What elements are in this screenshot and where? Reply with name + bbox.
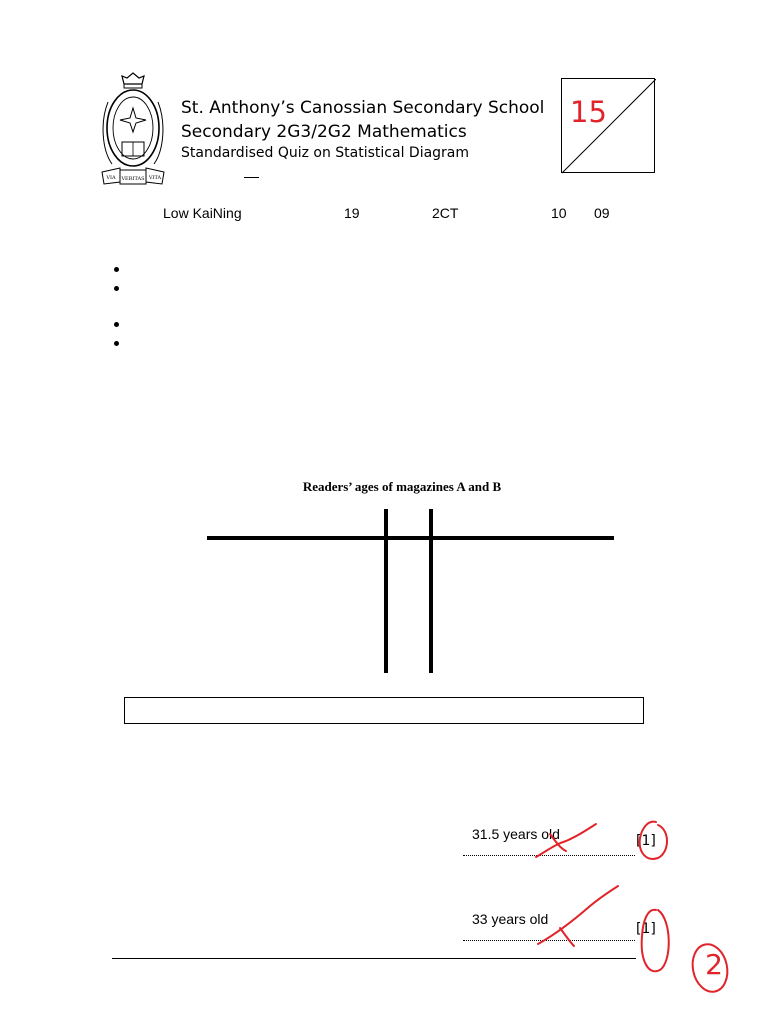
date-day: 10: [551, 205, 567, 221]
student-name: Low KaiNing: [163, 205, 242, 221]
register-number: 19: [344, 205, 360, 221]
crest-motto-right: VITA: [148, 175, 162, 181]
score-box: [561, 78, 655, 173]
answer-line-2[interactable]: [463, 911, 633, 941]
back-to-back-stem-leaf-frame: [0, 500, 768, 680]
school-name: St. Anthony’s Canossian Secondary School: [181, 98, 545, 118]
school-crest: [100, 72, 166, 190]
class-subject: Secondary 2G3/2G2 Mathematics: [181, 122, 467, 142]
quiz-title: Standardised Quiz on Statistical Diagram: [181, 145, 470, 161]
total-marks: 2: [705, 948, 723, 981]
bullet-point: [114, 322, 119, 327]
section-divider: [112, 958, 636, 959]
marks-allocation: [1]: [636, 921, 656, 937]
dotted-answer-line: [463, 940, 635, 941]
crest-motto-left: VIA: [106, 175, 116, 181]
key-box: [124, 697, 644, 724]
date-month: 09: [594, 205, 610, 221]
dotted-answer-line: [463, 855, 635, 856]
chart-title: Readers’ ages of magazines A and B: [302, 479, 502, 494]
bullet-point: [114, 286, 119, 291]
score-value: 15: [570, 95, 607, 129]
answer-text: 31.5 years old: [472, 826, 560, 842]
student-class: 2CT: [432, 205, 459, 221]
header-dash: [244, 177, 259, 178]
bullet-point: [114, 341, 119, 346]
circled-mark-icon: [642, 910, 669, 971]
crest-motto-center: VERITAS: [121, 176, 145, 182]
answer-line-1[interactable]: [463, 826, 633, 856]
answer-text: 33 years old: [472, 911, 549, 927]
bullet-point: [114, 267, 119, 272]
marks-allocation: [1]: [636, 833, 656, 849]
